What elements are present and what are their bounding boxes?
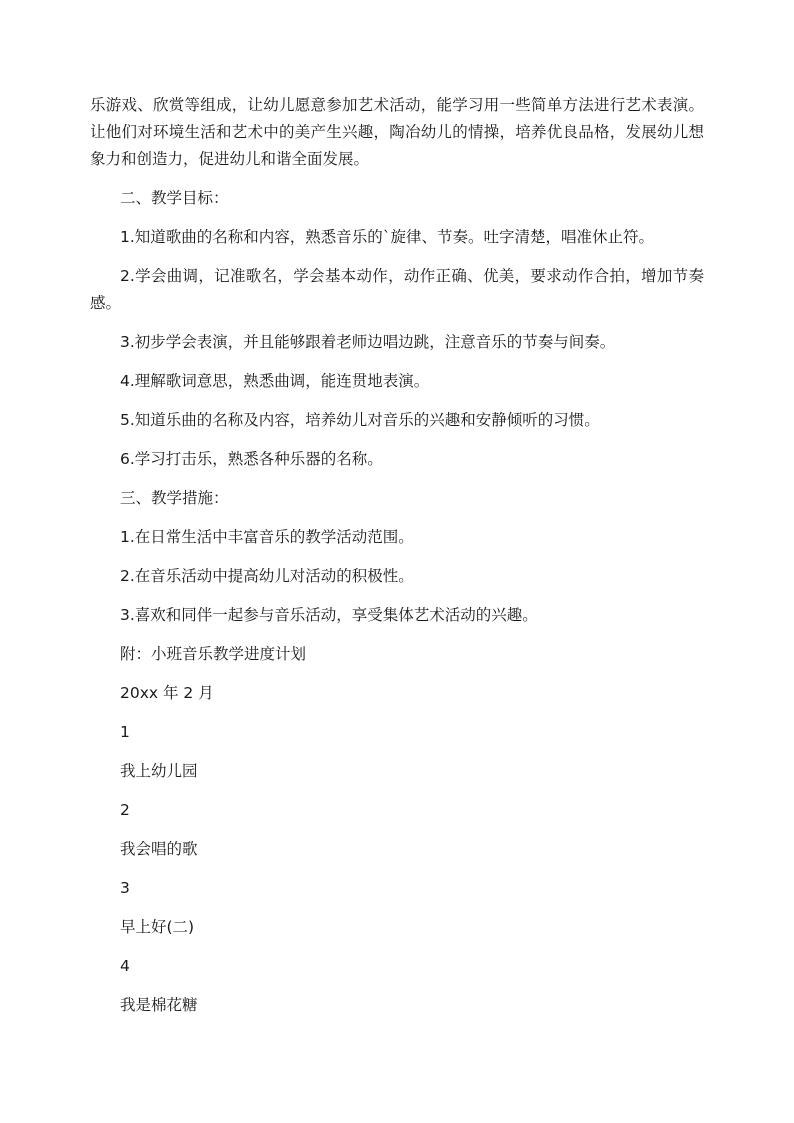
intro-paragraph: 乐游戏、欣赏等组成，让幼儿愿意参加艺术活动，能学习用一些简单方法进行艺术表演。让他们对环境生活和艺术中的美产生兴趣，陶冶幼儿的情操，培养优良品格，发展幼儿想象力和创造力，促进幼儿和谐全面发展。 [90, 96, 704, 168]
schedule-week-number: 3 [120, 879, 130, 897]
schedule-list [90, 719, 704, 1019]
schedule-week-number: 2 [120, 801, 130, 819]
document-body [90, 92, 704, 1031]
measure-item: 2.在音乐活动中提高幼儿对活动的积极性。 [120, 567, 414, 585]
goal-item: 4.理解歌词意思，熟悉曲调，能连贯地表演。 [120, 372, 430, 390]
schedule-month: 20xx 年 2 月 [120, 684, 214, 702]
measure-item: 3.喜欢和同伴一起参与音乐活动，享受集体艺术活动的兴趣。 [120, 606, 538, 624]
goal-item: 3.初步学会表演，并且能够跟着老师边唱边跳，注意音乐的节奏与间奏。 [120, 333, 616, 351]
schedule-song-title: 我是棉花糖 [120, 996, 198, 1014]
goal-item: 5.知道乐曲的名称及内容，培养幼儿对音乐的兴趣和安静倾听的习惯。 [120, 411, 600, 429]
goal-item: 1.知道歌曲的名称和内容，熟悉音乐的`旋律、节奏。吐字清楚，唱准休止符。 [120, 228, 655, 246]
measure-item: 1.在日常生活中丰富音乐的教学活动范围。 [120, 528, 414, 546]
schedule-song-title: 我上幼儿园 [120, 762, 198, 780]
goal-item: 2.学会曲调，记准歌名，学会基本动作，动作正确、优美，要求动作合拍，增加节奏感。 [90, 267, 704, 312]
measures-heading: 三、教学措施： [120, 489, 229, 507]
goal-item: 6.学习打击乐，熟悉各种乐器的名称。 [120, 450, 383, 468]
appendix-title: 附：小班音乐教学进度计划 [120, 645, 307, 663]
schedule-week-number: 4 [120, 957, 130, 975]
schedule-week-number: 1 [120, 723, 130, 741]
schedule-song-title: 早上好(二) [120, 918, 195, 936]
goals-heading: 二、教学目标： [120, 189, 229, 207]
schedule-song-title: 我会唱的歌 [120, 840, 198, 858]
